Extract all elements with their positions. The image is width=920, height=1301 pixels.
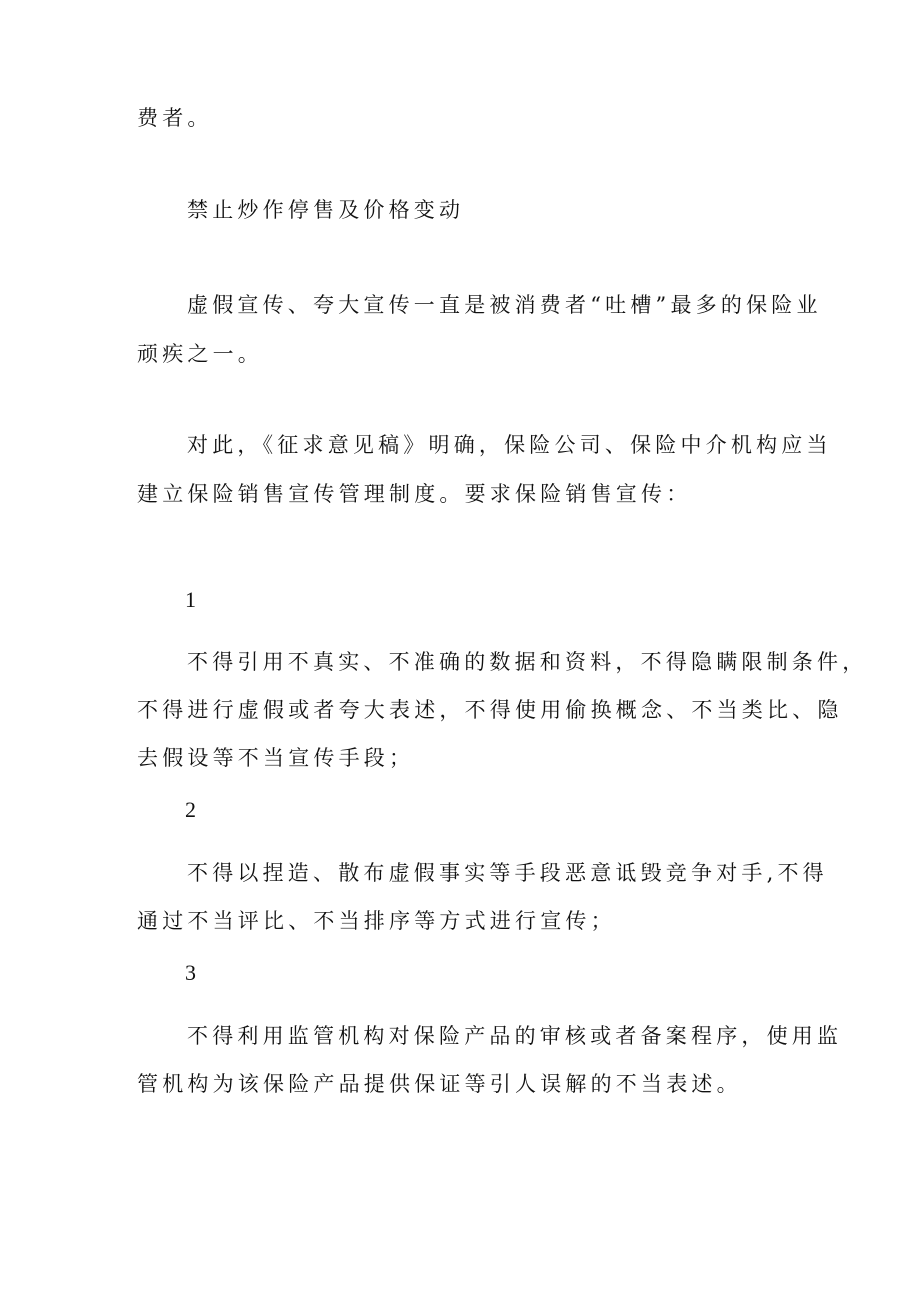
item-line: 不得以捏造、散布虚假事实等手段恶意诋毁竞争对手,不得 bbox=[187, 861, 828, 885]
item-number: 2 bbox=[185, 797, 196, 822]
item-line: 不得进行虚假或者夸大表述，不得使用偷换概念、不当类比、隐 bbox=[137, 698, 843, 722]
item-number: 1 bbox=[185, 587, 196, 612]
item-line: 去假设等不当宣传手段； bbox=[137, 746, 415, 770]
item-line: 不得引用不真实、不准确的数据和资料，不得隐瞒限制条件， bbox=[187, 650, 868, 674]
paragraph-line: 虚假宣传、夸大宣传一直是被消费者“吐槽”最多的保险业 bbox=[187, 293, 822, 317]
paragraph-line: 对此，《征求意见稿》明确，保险公司、保险中介机构应当 bbox=[187, 433, 832, 457]
item-line: 不得利用监管机构对保险产品的审核或者备案程序，使用监 bbox=[187, 1024, 843, 1048]
paragraph-line: 费者。 bbox=[137, 106, 213, 130]
item-line: 通过不当评比、不当排序等方式进行宣传； bbox=[137, 909, 616, 933]
item-number: 3 bbox=[185, 960, 196, 985]
paragraph-line: 建立保险销售宣传管理制度。要求保险销售宣传： bbox=[137, 482, 692, 506]
paragraph-line: 顽疾之一。 bbox=[137, 342, 263, 366]
item-line: 管机构为该保险产品提供保证等引人误解的不当表述。 bbox=[137, 1072, 742, 1096]
section-heading: 禁止炒作停售及价格变动 bbox=[187, 198, 465, 222]
